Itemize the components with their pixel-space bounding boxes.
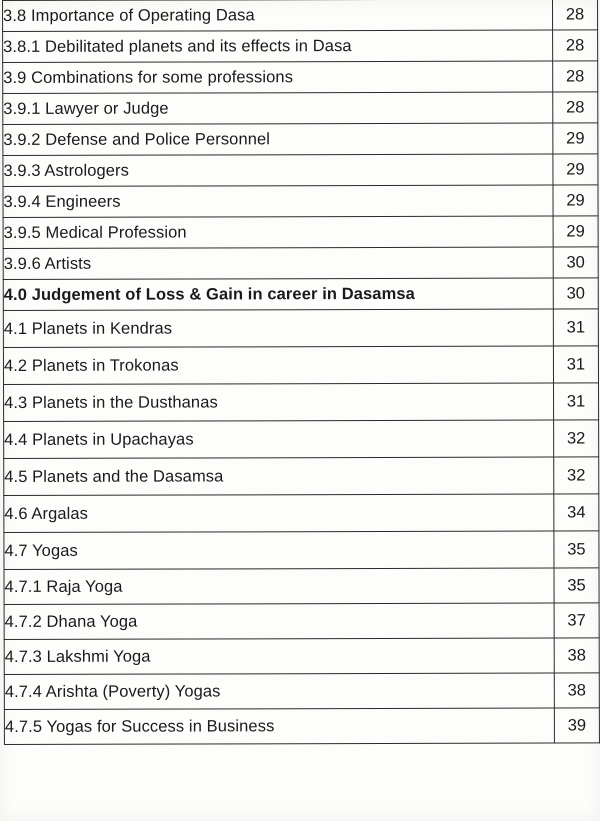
toc-entry-label[interactable]: 4.7.4 Arishta (Poverty) Yogas [4, 673, 554, 709]
toc-entry-page: 31 [553, 346, 598, 383]
toc-entry-page: 38 [554, 673, 599, 708]
toc-row[interactable] [3, 346, 598, 385]
toc-entry-page: 38 [554, 638, 599, 673]
toc-entry-label[interactable]: 3.8.1 Debilitated planets and its effects in Dasa [3, 30, 553, 62]
toc-entry-label[interactable]: 4.0 Judgement of Loss & Gain in career in Dasamsa [3, 278, 553, 310]
toc-entry-label[interactable]: 4.6 Argalas [4, 494, 554, 532]
toc-row[interactable] [4, 708, 599, 745]
toc-row[interactable] [3, 154, 598, 187]
toc-row[interactable] [4, 457, 599, 496]
toc-entry-label[interactable]: 3.9.1 Lawyer or Judge [3, 92, 553, 124]
toc-entry-label[interactable]: 3.9.2 Defense and Police Personnel [3, 123, 553, 155]
toc-row[interactable] [3, 216, 598, 249]
toc-row[interactable] [3, 185, 598, 218]
toc-entry-label[interactable]: 4.4 Planets in Upachayas [4, 420, 554, 458]
toc-row[interactable] [4, 494, 599, 533]
toc-row[interactable] [4, 383, 599, 422]
toc-entry-page: 35 [554, 531, 599, 568]
toc-entry-label[interactable]: 4.7.1 Raja Yoga [4, 568, 554, 604]
toc-entry-page: 30 [553, 278, 598, 309]
toc-entry-page: 30 [553, 247, 598, 278]
toc-row[interactable] [3, 92, 598, 125]
toc-entry-page: 29 [553, 216, 598, 247]
toc-entry-label[interactable]: 4.7.5 Yogas for Success in Business [4, 708, 554, 744]
toc-row[interactable] [3, 30, 598, 63]
toc-entry-page: 29 [553, 154, 598, 185]
toc-entry-label[interactable]: 4.1 Planets in Kendras [3, 309, 553, 347]
toc-entry-label[interactable]: 4.3 Planets in the Dusthanas [4, 383, 554, 421]
toc-row[interactable] [3, 309, 598, 348]
toc-entry-label[interactable]: 4.2 Planets in Trokonas [3, 346, 553, 384]
toc-entry-page: 28 [553, 30, 598, 61]
toc-entry-label[interactable]: 3.9.3 Astrologers [3, 154, 553, 186]
toc-entry-label[interactable]: 3.8 Importance of Operating Dasa [3, 0, 553, 31]
toc-row[interactable] [4, 638, 599, 675]
toc-entry-label[interactable]: 3.9.6 Artists [3, 247, 553, 279]
toc-entry-page: 29 [553, 123, 598, 154]
toc-entry-label[interactable]: 4.5 Planets and the Dasamsa [4, 457, 554, 495]
toc-entry-page: 28 [552, 0, 597, 30]
toc-row[interactable] [3, 247, 598, 280]
toc-row[interactable] [4, 673, 599, 710]
toc-row[interactable] [4, 568, 599, 605]
toc-entry-page: 35 [554, 568, 599, 603]
toc-row[interactable] [3, 61, 598, 94]
toc-entry-page: 29 [553, 185, 598, 216]
toc-row[interactable] [4, 603, 599, 640]
toc-entry-label[interactable]: 4.7 Yogas [4, 531, 554, 569]
toc-entry-page: 34 [554, 494, 599, 531]
toc-row[interactable] [3, 278, 598, 311]
table-of-contents [2, 0, 600, 745]
toc-row[interactable] [3, 0, 598, 31]
toc-entry-label[interactable]: 4.7.3 Lakshmi Yoga [4, 638, 554, 674]
toc-entry-page: 37 [554, 603, 599, 638]
toc-entry-page: 31 [553, 309, 598, 346]
toc-entry-page: 31 [553, 383, 598, 420]
toc-row[interactable] [3, 123, 598, 156]
toc-entry-page: 39 [554, 708, 599, 743]
toc-entry-label[interactable]: 3.9.4 Engineers [3, 185, 553, 217]
toc-entry-label[interactable]: 3.9 Combinations for some professions [3, 61, 553, 93]
toc-row[interactable] [4, 531, 599, 570]
toc-entry-page: 28 [553, 92, 598, 123]
toc-entry-page: 32 [554, 420, 599, 457]
toc-entry-label[interactable]: 3.9.5 Medical Profession [3, 216, 553, 248]
toc-row[interactable] [4, 420, 599, 459]
toc-entry-label[interactable]: 4.7.2 Dhana Yoga [4, 603, 554, 639]
toc-entry-page: 32 [554, 457, 599, 494]
toc-entry-page: 28 [553, 61, 598, 92]
